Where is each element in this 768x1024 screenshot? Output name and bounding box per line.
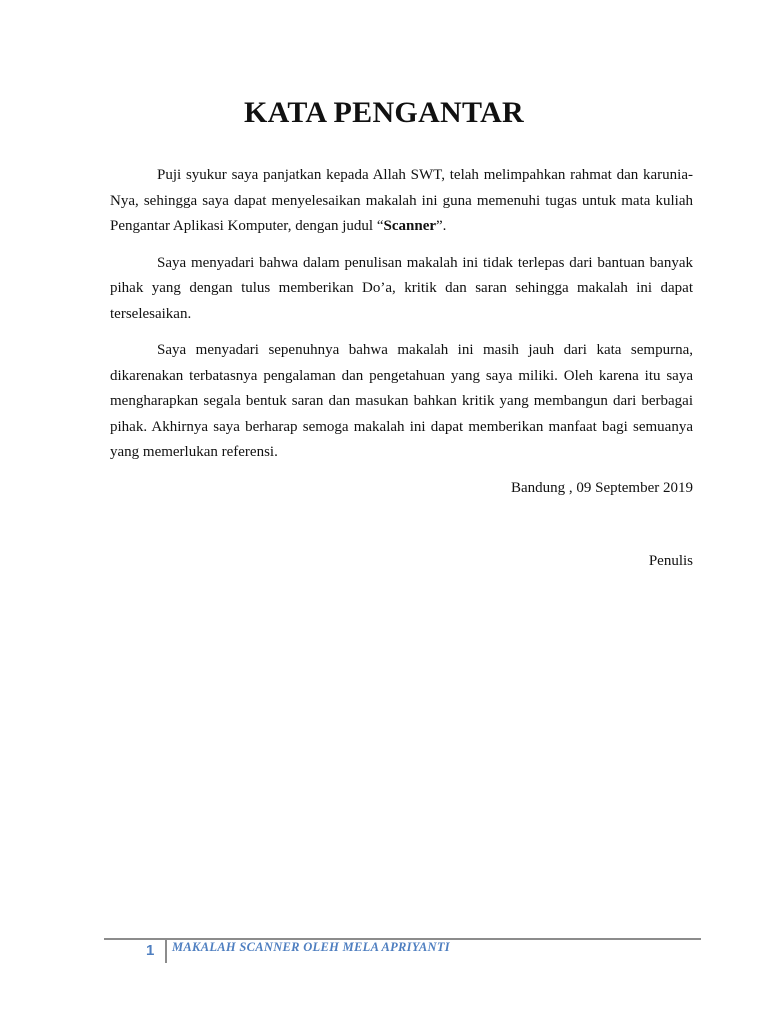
paragraph-1-bold-title: Scanner bbox=[383, 218, 437, 234]
paragraph-1-text-end: ”. bbox=[436, 218, 447, 234]
paragraph-1-text: Puji syukur saya panjatkan kepada Allah SWT, telah melimpahkan rahmat dan karunia-Nya, sehingga saya dapat menyelesaikan makalah ini guna memenuhi tugas untuk mata kuliah Pengantar Aplikasi Komputer, dengan judul “ bbox=[110, 167, 693, 234]
page-title: KATA PENGANTAR bbox=[243, 96, 525, 129]
page-number: 1 bbox=[146, 942, 155, 959]
paragraph-1 bbox=[110, 163, 693, 240]
signer: Penulis bbox=[648, 553, 693, 569]
place-date: Bandung , 09 September 2019 bbox=[510, 480, 693, 496]
body-text bbox=[110, 163, 693, 477]
paragraph-3: Saya menyadari sepenuhnya bahwa makalah ini masih jauh dari kata sempurna, dikarenakan terbatasnya pengalaman dan pengetahuan yang saya miliki. Oleh karena itu saya mengharapkan segala bentuk saran dan masukan bahkan kritik yang membangun dari berbagai pihak. Akhirnya saya berharap semoga makalah ini dapat memberikan manfaat bagi semuanya yang memerlukan referensi. bbox=[110, 342, 693, 460]
footer-vertical-divider bbox=[165, 940, 167, 963]
paragraph-2: Saya menyadari bahwa dalam penulisan makalah ini tidak terlepas dari bantuan banyak pihak yang dengan tulus memberikan Do’a, kritik dan saran sehingga makalah ini dapat terselesaikan. bbox=[110, 254, 693, 322]
running-footer: MAKALAH SCANNER OLEH MELA APRIYANTI bbox=[172, 940, 450, 954]
